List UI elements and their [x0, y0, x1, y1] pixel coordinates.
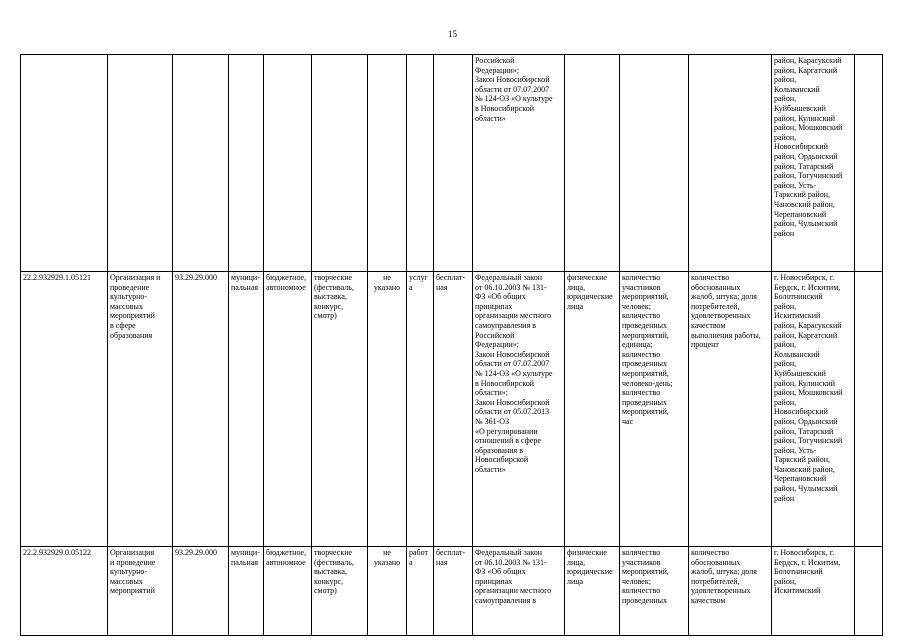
extra-cell — [855, 55, 883, 272]
ownership-cell: муници- пальная — [229, 272, 264, 547]
legal-basis-cell: Федеральный закон от 06.10.2003 № 131- ФЗ «Об общих принципах организации местного самоуправления в — [473, 547, 565, 636]
service-name-cell: Организация и проведение культурно- массовых мероприятий — [108, 547, 173, 636]
extra-cell — [855, 272, 883, 547]
volume-indicators-cell — [620, 55, 689, 272]
quality-indicators-cell — [689, 55, 772, 272]
table-row — [21, 55, 883, 272]
table-row — [21, 272, 883, 547]
ownership-cell — [229, 55, 264, 272]
kind-cell: услуга — [407, 272, 434, 547]
service-content-cell: творческие (фестиваль, выставка, конкурс, смотр) — [312, 272, 368, 547]
fee-cell: бесплат- ная — [434, 547, 473, 636]
volume-indicators-cell: количество участников мероприятий, человек; количество проведенных мероприятий, единица; количество проведенных мероприятий, человеко-день; количество проведенных мероприятий, час — [620, 272, 689, 547]
page-number: 15 — [448, 29, 457, 39]
okved-code-cell: 93.29.29.000 — [173, 272, 229, 547]
table-body — [21, 55, 883, 636]
service-name-cell — [108, 55, 173, 272]
registry-code-cell — [21, 55, 108, 272]
legal-basis-cell: Федеральный закон от 06.10.2003 № 131- ФЗ «Об общих принципах организации местного самоуправления в Российской Федерации»; Закон Новосибирской области от 07.07.2007 № 124-ОЗ «О культуре в Новосибирской области»; Закон Новосибирской области от 05.07.2013 № 361-ОЗ «О регулировании отношений в сфере образования в Новосибирской области» — [473, 272, 565, 547]
territory-cell: г. Новосибирск, г. Бердск, г. Искитим, Болотнинский район, Искитимский — [772, 547, 855, 636]
conditions-cell — [368, 55, 407, 272]
consumers-cell — [565, 55, 620, 272]
okved-code-cell — [173, 55, 229, 272]
kind-cell — [407, 55, 434, 272]
service-content-cell — [312, 55, 368, 272]
institution-type-cell: бюджетное, автономное — [264, 272, 312, 547]
territory-cell: район, Карасукский район, Каргатский район, Колыванский район, Куйбышевский район, Кулинский район, Мошковский район, Новосибирский район, Ордынский район, Татарский район, Тогучинский район, Усть- Таркский район, Чановский район, Черепановский район, Чулымский район — [772, 55, 855, 272]
conditions-cell: не указано — [368, 547, 407, 636]
registry-code-cell: 22.2.932929.0.05122 — [21, 547, 108, 636]
consumers-cell: физические лица, юридические лица — [565, 547, 620, 636]
institution-type-cell — [264, 55, 312, 272]
kind-cell: работа — [407, 547, 434, 636]
extra-cell — [855, 547, 883, 636]
ownership-cell: муници- пальная — [229, 547, 264, 636]
territory-cell: г. Новосибирск, г. Бердск, г. Искитим, Болотнинский район, Искитимский район, Карасукский район, Каргатский район, Колыванский район, Куйбышевский район, Кулинский район, Мошковский район, Новосибирский район, Ордынский район, Татарский район, Тогучинский район, Усть- Таркский район, Чановский район, Черепановский район, Чулымский район — [772, 272, 855, 547]
fee-cell — [434, 55, 473, 272]
service-content-cell: творческие (фестиваль, выставка, конкурс, смотр) — [312, 547, 368, 636]
legal-basis-cell: Российской Федерации»; Закон Новосибирской области от 07.07.2007 № 124-ОЗ «О культуре в Новосибирской области» — [473, 55, 565, 272]
registry-code-cell: 22.2.932929.1.05121 — [21, 272, 108, 547]
okved-code-cell: 93.29.29.000 — [173, 547, 229, 636]
fee-cell: бесплат- ная — [434, 272, 473, 547]
volume-indicators-cell: количество участников мероприятий, человек; количество проведенных — [620, 547, 689, 636]
table-row — [21, 547, 883, 636]
conditions-cell: не указано — [368, 272, 407, 547]
services-register-table — [20, 54, 883, 636]
consumers-cell: физические лица, юридические лица — [565, 272, 620, 547]
institution-type-cell: бюджетное, автономное — [264, 547, 312, 636]
service-name-cell: Организация и проведение культурно- массовых мероприятий в сфере образования — [108, 272, 173, 547]
quality-indicators-cell: количество обоснованных жалоб, штука; доля потребителей, удовлетворенных качеством — [689, 547, 772, 636]
quality-indicators-cell: количество обоснованных жалоб, штука; доля потребителей, удовлетворенных качеством выполнения работы, процент — [689, 272, 772, 547]
